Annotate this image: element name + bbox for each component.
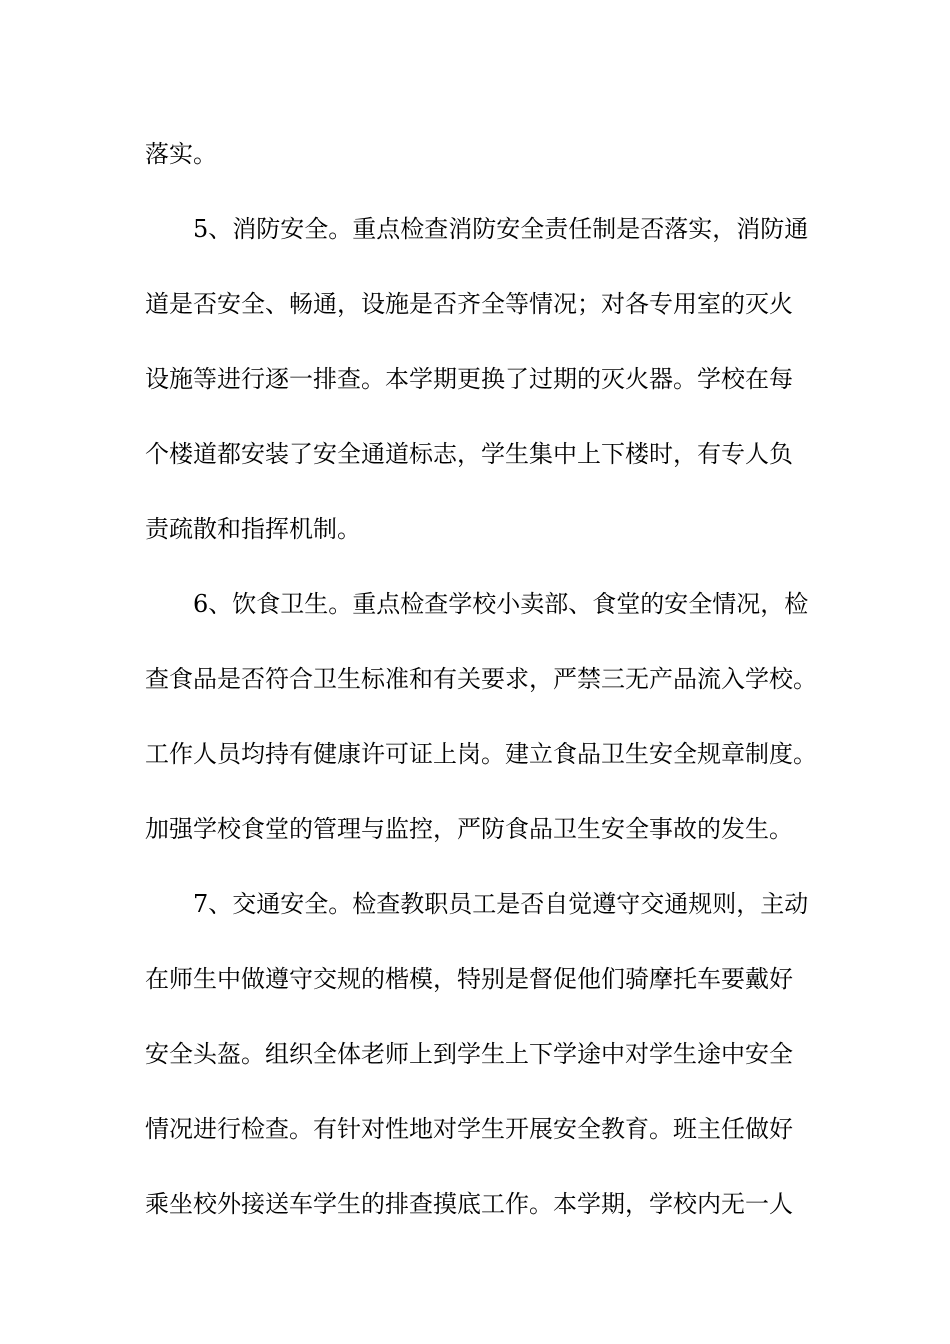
text-line: 乘坐校外接送车学生的排查摸底工作。本学期，学校内无一人 xyxy=(145,1190,793,1218)
text-line: 道是否安全、畅通，设施是否齐全等情况；对各专用室的灭火 xyxy=(145,290,793,318)
text-line: 情况进行检查。有针对性地对学生开展安全教育。班主任做好 xyxy=(145,1115,793,1143)
text-line: 查食品是否符合卫生标准和有关要求，严禁三无产品流入学校。 xyxy=(145,665,817,693)
text-line: 个楼道都安装了安全通道标志，学生集中上下楼时，有专人负 xyxy=(145,440,793,468)
text-line: 加强学校食堂的管理与监控，严防食品卫生安全事故的发生。 xyxy=(145,815,793,843)
text-line: 安全头盔。组织全体老师上到学生上下学途中对学生途中安全 xyxy=(145,1040,793,1068)
text-line: 落实。 xyxy=(145,140,217,168)
text-line: 7、交通安全。检查教职员工是否自觉遵守交通规则，主动 xyxy=(193,890,809,918)
text-line: 责疏散和指挥机制。 xyxy=(145,515,361,543)
text-line: 设施等进行逐一排查。本学期更换了过期的灭火器。学校在每 xyxy=(145,365,793,393)
text-line: 6、饮食卫生。重点检查学校小卖部、食堂的安全情况，检 xyxy=(193,590,809,618)
text-line: 5、消防安全。重点检查消防安全责任制是否落实，消防通 xyxy=(193,215,809,243)
text-line: 工作人员均持有健康许可证上岗。建立食品卫生安全规章制度。 xyxy=(145,740,817,768)
text-line: 在师生中做遵守交规的楷模，特别是督促他们骑摩托车要戴好 xyxy=(145,965,793,993)
